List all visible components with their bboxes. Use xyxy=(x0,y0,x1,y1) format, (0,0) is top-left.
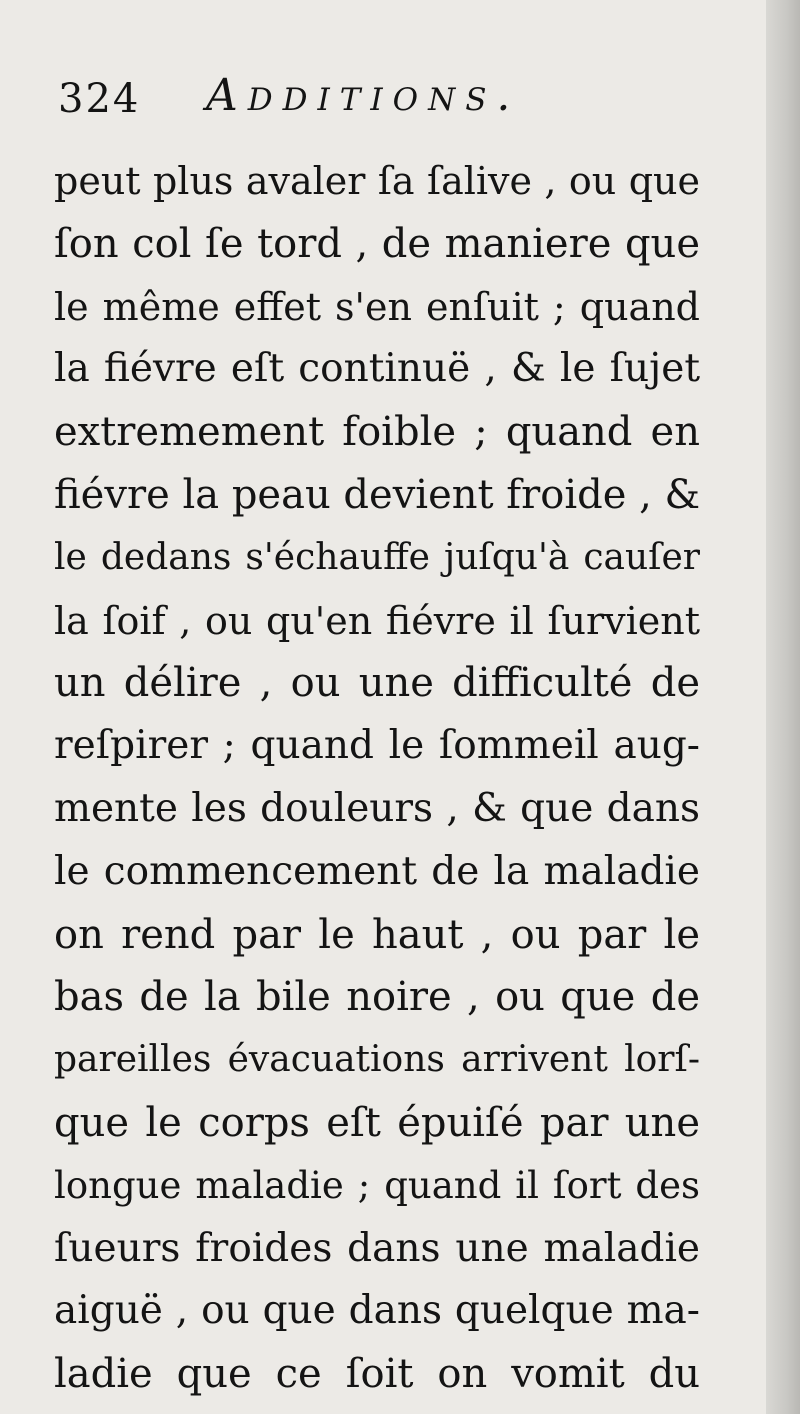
text-line: la ſoif , ou qu'en fiévre il ſurvient xyxy=(54,598,700,643)
page-header xyxy=(58,70,698,140)
text-line: un délire , ou une difficulté de xyxy=(54,660,700,707)
text-line: extremement foible ; quand en xyxy=(54,409,700,456)
page-number: 324 xyxy=(58,76,141,122)
text-line: bas de la bile noire , ou que de xyxy=(54,974,700,1021)
text-line: la fiévre eſt continuë , & le ſujet xyxy=(54,346,700,392)
text-line: le commencement de la maladie xyxy=(54,848,700,894)
text-line: ſon col ſe tord , de maniere que xyxy=(54,220,700,267)
text-line: mente les douleurs , & que dans xyxy=(54,785,700,831)
text-line: ladie que ce ſoit on vomit du xyxy=(54,1351,700,1398)
text-line: on rend par le haut , ou par le xyxy=(54,911,700,958)
text-line: aiguë , ou que dans quelque ma- xyxy=(54,1288,700,1334)
text-line: que le corps eſt épuiſé par une xyxy=(54,1099,700,1146)
text-line: peut plus avaler ſa ſalive , ou que xyxy=(54,159,700,203)
text-line: longue maladie ; quand il ſort des xyxy=(54,1163,700,1207)
text-line: ſueurs froides dans une maladie xyxy=(54,1225,700,1271)
text-line: le dedans s'échauffe juſqu'à cauſer xyxy=(54,536,700,578)
text-line: reſpirer ; quand le ſommeil aug- xyxy=(54,723,700,769)
text-line: pareilles évacuations arrivent lorſ- xyxy=(54,1039,700,1081)
text-line: le même effet s'en enſuit ; quand xyxy=(54,284,700,329)
text-line: fiévre la peau devient froide , & xyxy=(54,471,700,518)
body-text xyxy=(54,150,700,1406)
page-binding-edge xyxy=(766,0,800,1414)
running-head: Additions. xyxy=(206,70,521,121)
